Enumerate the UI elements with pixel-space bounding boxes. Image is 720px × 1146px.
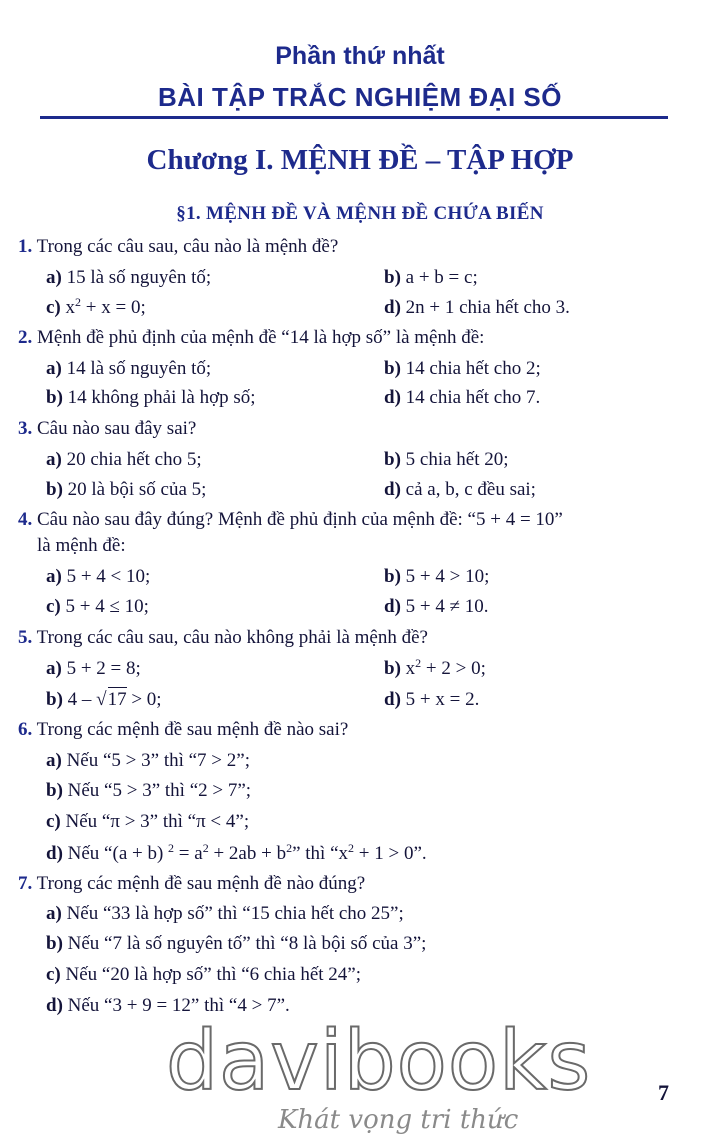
option-label: d) xyxy=(384,387,401,408)
q4-option-d xyxy=(384,596,489,618)
question-text: Trong các câu sau, câu nào là mệnh đề? xyxy=(36,236,339,257)
question-number: 5. xyxy=(18,627,33,648)
option-label: c) xyxy=(46,964,61,985)
question-number: 7. xyxy=(18,873,33,894)
q5-option-a xyxy=(46,658,141,680)
exponent: 2 xyxy=(286,841,293,855)
option-label: b) xyxy=(46,387,63,408)
q3-option-a xyxy=(46,449,202,471)
exponent: 2 xyxy=(348,841,355,855)
option-text: Nếu “π > 3” thì “π < 4”; xyxy=(65,811,250,832)
option-label: a) xyxy=(46,903,62,924)
q1-option-c xyxy=(46,297,146,319)
q7-option-a xyxy=(46,903,404,925)
option-text: 20 chia hết cho 5; xyxy=(66,449,202,470)
question-4-stem-continued: là mệnh đề: xyxy=(37,535,126,556)
q1-option-a xyxy=(46,267,211,289)
part-subtitle: BÀI TẬP TRẮC NGHIỆM ĐẠI SỐ xyxy=(158,82,562,112)
option-text: 14 chia hết cho 7. xyxy=(405,387,541,408)
option-text: 2n + 1 chia hết cho 3. xyxy=(405,297,570,318)
question-number: 1. xyxy=(18,236,33,257)
option-text: Nếu “7 là số nguyên tố” thì “8 là bội số của 3”; xyxy=(67,933,427,954)
question-2-stem xyxy=(18,327,484,349)
q6-option-c xyxy=(46,811,249,833)
option-text: + 1 > 0”. xyxy=(354,843,427,864)
option-label: a) xyxy=(46,449,62,470)
option-text: x xyxy=(65,297,76,318)
question-number: 6. xyxy=(18,719,33,740)
option-text: 5 chia hết 20; xyxy=(405,449,509,470)
question-text: Câu nào sau đây sai? xyxy=(37,418,197,439)
option-label: a) xyxy=(46,566,62,587)
question-number: 2. xyxy=(18,327,33,348)
exponent: 2 xyxy=(415,656,422,670)
question-1-stem xyxy=(18,236,338,258)
watermark-slogan: Khát vọng tri thức xyxy=(278,1105,519,1135)
q3-option-b xyxy=(384,449,509,471)
question-4-stem xyxy=(18,509,563,531)
question-7-stem xyxy=(18,873,365,895)
option-text: 15 là số nguyên tố; xyxy=(66,267,212,288)
option-label: b) xyxy=(384,358,401,379)
option-label: c) xyxy=(46,811,61,832)
option-text: 20 là bội số của 5; xyxy=(67,479,207,500)
option-text: Nếu “5 > 3” thì “2 > 7”; xyxy=(67,780,252,801)
question-text: Câu nào sau đây đúng? Mệnh đề phủ định của mệnh đề: “5 + 4 = 10” xyxy=(37,509,563,530)
option-text: 5 + 4 > 10; xyxy=(405,566,490,587)
option-label: d) xyxy=(46,843,63,864)
q3-option-c xyxy=(46,479,206,501)
option-label: b) xyxy=(384,566,401,587)
option-label: b) xyxy=(46,780,63,801)
exponent: 2 xyxy=(75,295,82,309)
option-text: Nếu “(a + b) xyxy=(67,843,169,864)
option-label: b) xyxy=(46,479,63,500)
q6-option-d xyxy=(46,843,427,865)
option-label: b) xyxy=(384,658,401,679)
option-text: Nếu “33 là hợp số” thì “15 chia hết cho 25”; xyxy=(66,903,404,924)
section-title: §1. MỆNH ĐỀ VÀ MỆNH ĐỀ CHỨA BIẾN xyxy=(176,203,544,224)
title-divider xyxy=(40,116,668,119)
sqrt-symbol: √ xyxy=(96,689,107,710)
q1-option-d xyxy=(384,297,570,319)
option-label: c) xyxy=(46,596,61,617)
q4-option-b xyxy=(384,566,489,588)
option-label: a) xyxy=(46,658,62,679)
exponent: 2 xyxy=(202,841,209,855)
option-text: + 2ab + b xyxy=(208,843,287,864)
option-text: > 0; xyxy=(126,689,162,710)
question-6-stem xyxy=(18,719,348,741)
option-label: b) xyxy=(384,267,401,288)
q6-option-a xyxy=(46,750,250,772)
option-text: 4 – xyxy=(67,689,97,710)
option-text: 14 không phải là hợp số; xyxy=(67,387,256,408)
option-label: a) xyxy=(46,750,62,771)
option-text: 5 + 2 = 8; xyxy=(66,658,141,679)
option-label: b) xyxy=(46,689,63,710)
option-label: d) xyxy=(46,995,63,1016)
radicand: 17 xyxy=(107,689,127,710)
exponent: 2 xyxy=(168,841,175,855)
option-label: c) xyxy=(46,297,61,318)
option-label: d) xyxy=(384,297,401,318)
question-number: 4. xyxy=(18,509,33,530)
option-text: 14 là số nguyên tố; xyxy=(66,358,212,379)
chapter-title: Chương I. MỆNH ĐỀ – TẬP HỢP xyxy=(146,144,574,176)
option-label: d) xyxy=(384,596,401,617)
option-text: + 2 > 0; xyxy=(421,658,486,679)
option-text: x xyxy=(405,658,416,679)
q5-option-d xyxy=(384,689,479,711)
option-text: 5 + 4 ≠ 10. xyxy=(405,596,489,617)
option-text: + x = 0; xyxy=(81,297,146,318)
q7-option-c xyxy=(46,964,361,986)
option-text: 5 + x = 2. xyxy=(405,689,480,710)
q2-option-b xyxy=(384,358,541,380)
part-title: Phần thứ nhất xyxy=(275,42,445,70)
option-text: Nếu “20 là hợp số” thì “6 chia hết 24”; xyxy=(65,964,361,985)
question-text: Mệnh đề phủ định của mệnh đề “14 là hợp số” là mệnh đề: xyxy=(37,327,485,348)
question-text: Trong các câu sau, câu nào không phải là mệnh đề? xyxy=(36,627,428,648)
option-label: d) xyxy=(384,689,401,710)
q2-option-a xyxy=(46,358,211,380)
q3-option-d xyxy=(384,479,536,501)
option-text: ” thì “x xyxy=(292,843,349,864)
question-5-stem xyxy=(18,627,428,649)
option-text: 14 chia hết cho 2; xyxy=(405,358,541,379)
option-text: cả a, b, c đều sai; xyxy=(405,479,536,500)
option-text: 5 + 4 < 10; xyxy=(66,566,151,587)
question-3-stem xyxy=(18,418,196,440)
q4-option-a xyxy=(46,566,150,588)
q5-option-c xyxy=(46,689,162,711)
question-text: Trong các mệnh đề sau mệnh đề nào đúng? xyxy=(36,873,366,894)
q4-option-c xyxy=(46,596,149,618)
page-number: 7 xyxy=(658,1080,669,1105)
option-text: 5 + 4 ≤ 10; xyxy=(65,596,149,617)
option-label: b) xyxy=(384,449,401,470)
question-number: 3. xyxy=(18,418,33,439)
q6-option-b xyxy=(46,780,251,802)
option-text: a + b = c; xyxy=(405,267,478,288)
q2-option-c xyxy=(46,387,256,409)
q1-option-b xyxy=(384,267,478,289)
option-text: Nếu “3 + 9 = 12” thì “4 > 7”. xyxy=(67,995,290,1016)
option-text: = a xyxy=(174,843,203,864)
option-label: a) xyxy=(46,267,62,288)
q7-option-b xyxy=(46,933,426,955)
option-label: b) xyxy=(46,933,63,954)
q5-option-b xyxy=(384,658,486,680)
q2-option-d xyxy=(384,387,540,409)
option-text: Nếu “5 > 3” thì “7 > 2”; xyxy=(66,750,250,771)
watermark-brand: davibooks xyxy=(166,1014,592,1109)
option-label: d) xyxy=(384,479,401,500)
option-label: a) xyxy=(46,358,62,379)
question-text: Trong các mệnh đề sau mệnh đề nào sai? xyxy=(36,719,349,740)
